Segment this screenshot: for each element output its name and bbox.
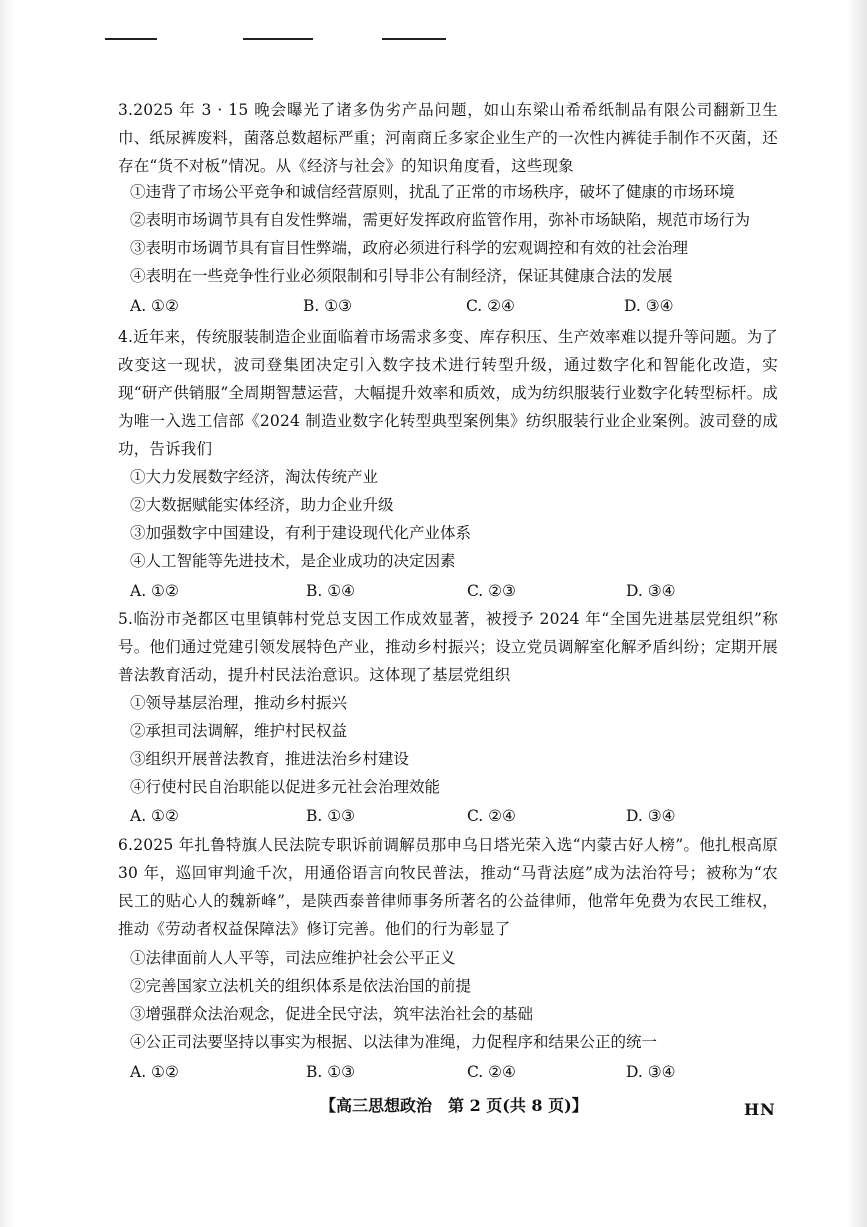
page-footer: 【高三思想政治 第 2 页(共 8 页)】 xyxy=(320,1096,588,1115)
question-5-option-a: A. ①② xyxy=(130,807,179,825)
question-4-statement-3: ③加强数字中国建设，有利于建设现代化产业体系 xyxy=(130,524,472,542)
question-5-option-d: D. ③④ xyxy=(626,807,676,825)
question-3-statement-2: ②表明市场调节具有自发性弊端，需更好发挥政府监管作用，弥补市场缺陷，规范市场行为 xyxy=(130,211,751,229)
question-3-statement-1: ①违背了市场公平竞争和诚信经营原则，扰乱了正常的市场秩序，破坏了健康的市场环境 xyxy=(130,183,735,201)
question-3-statement-3: ③表明市场调节具有盲目性弊端，政府必须进行科学的宏观调控和有效的社会治理 xyxy=(130,239,689,257)
question-4-statement-1: ①大力发展数字经济，淘汰传统产业 xyxy=(130,468,379,486)
question-4-option-a: A. ①② xyxy=(130,582,179,600)
header-rule-1 xyxy=(105,38,157,40)
question-6-statement-2: ②完善国家立法机关的组织体系是依法治国的前提 xyxy=(130,977,472,995)
question-6-statement-1: ①法律面前人人平等，司法应维护社会公平正义 xyxy=(130,949,456,967)
question-5-option-b: B. ①③ xyxy=(306,807,356,825)
question-3-stem xyxy=(118,96,778,180)
question-text: 2025 年 3 · 15 晚会曝光了诸多伪劣产品问题，如山东梁山希希纸制品有限公司翻新卫生巾、纸尿裤废料，菌落总数超标严重；河南商丘多家企业生产的一次性内裤徒手制作不灭菌，还存在“货不对板”情况。从《经济与社会》的知识角度看，这些现象 xyxy=(118,101,778,175)
question-number: 6. xyxy=(118,836,134,854)
question-6-option-c: C. ②④ xyxy=(467,1063,516,1081)
question-3-statement-4: ④表明在一些竞争性行业必须限制和引导非公有制经济，保证其健康合法的发展 xyxy=(130,267,673,285)
question-4-option-b: B. ①④ xyxy=(306,582,356,600)
question-3-option-a: A. ①② xyxy=(130,297,179,315)
question-number: 4. xyxy=(118,328,134,346)
question-4-option-c: C. ②③ xyxy=(467,582,516,600)
question-number: 3. xyxy=(118,101,134,119)
question-3-option-d: D. ③④ xyxy=(624,297,674,315)
question-3-option-b: B. ①③ xyxy=(303,297,353,315)
question-4-stem xyxy=(118,323,778,463)
header-rule-3 xyxy=(382,38,446,40)
question-5-statement-2: ②承担司法调解，维护村民权益 xyxy=(130,722,348,740)
question-6-option-d: D. ③④ xyxy=(626,1063,676,1081)
question-5-statement-4: ④行使村民自治职能以促进多元社会治理效能 xyxy=(130,778,441,796)
question-3-option-c: C. ②④ xyxy=(466,297,515,315)
scan-edge-left xyxy=(0,0,14,1227)
question-4-statement-2: ②大数据赋能实体经济，助力企业升级 xyxy=(130,496,394,514)
question-text: 2025 年扎鲁特旗人民法院专职诉前调解员那申乌日塔光荣入选“内蒙古好人榜”。他扎根高原 30 年，巡回审判逾千次，用通俗语言向牧民普法，推动“马背法庭”成为法治符号；被称为“农民工的贴心人的魏新峰”，是陕西泰普律师事务所著名的公益律师，他常年免费为农民工维权，推动《劳动者权益保障法》修订完善。他们的行为彰显了 xyxy=(118,836,778,938)
question-6-stem xyxy=(118,831,778,943)
question-text: 临汾市尧都区屯里镇韩村党总支因工作成效显著，被授予 2024 年“全国先进基层党组织”称号。他们通过党建引领发展特色产业，推动乡村振兴；设立党员调解室化解矛盾纠纷；定期开展普法教育活动，提升村民法治意识。这体现了基层党组织 xyxy=(118,610,778,684)
question-number: 5. xyxy=(118,610,134,628)
header-rule-2 xyxy=(243,38,313,40)
question-6-statement-4: ④公正司法要坚持以事实为根据、以法律为准绳，力促程序和结果公正的统一 xyxy=(130,1033,658,1051)
question-5-stem xyxy=(118,605,778,689)
question-5-statement-1: ①领导基层治理，推动乡村振兴 xyxy=(130,694,348,712)
question-5-statement-3: ③组织开展普法教育，推进法治乡村建设 xyxy=(130,750,410,768)
question-5-option-c: C. ②④ xyxy=(467,807,516,825)
question-text: 近年来，传统服装制造企业面临着市场需求多变、库存积压、生产效率难以提升等问题。为了改变这一现状，波司登集团决定引入数字技术进行转型升级，通过数字化和智能化改造，实现“研产供销服”全周期智慧运营，大幅提升效率和质效，成为纺织服装行业数字化转型标杆。成为唯一入选工信部《2024 制造业数字化转型典型案例集》纺织服装行业企业案例。波司登的成功，告诉我们 xyxy=(118,328,778,458)
question-6-option-a: A. ①② xyxy=(130,1063,179,1081)
question-4-option-d: D. ③④ xyxy=(626,582,676,600)
question-4-statement-4: ④人工智能等先进技术，是企业成功的决定因素 xyxy=(130,552,456,570)
question-6-statement-3: ③增强群众法治观念，促进全民守法，筑牢法治社会的基础 xyxy=(130,1005,534,1023)
scan-edge-right xyxy=(847,0,867,1227)
question-6-option-b: B. ①③ xyxy=(306,1063,356,1081)
region-tag: HN xyxy=(744,1100,776,1119)
